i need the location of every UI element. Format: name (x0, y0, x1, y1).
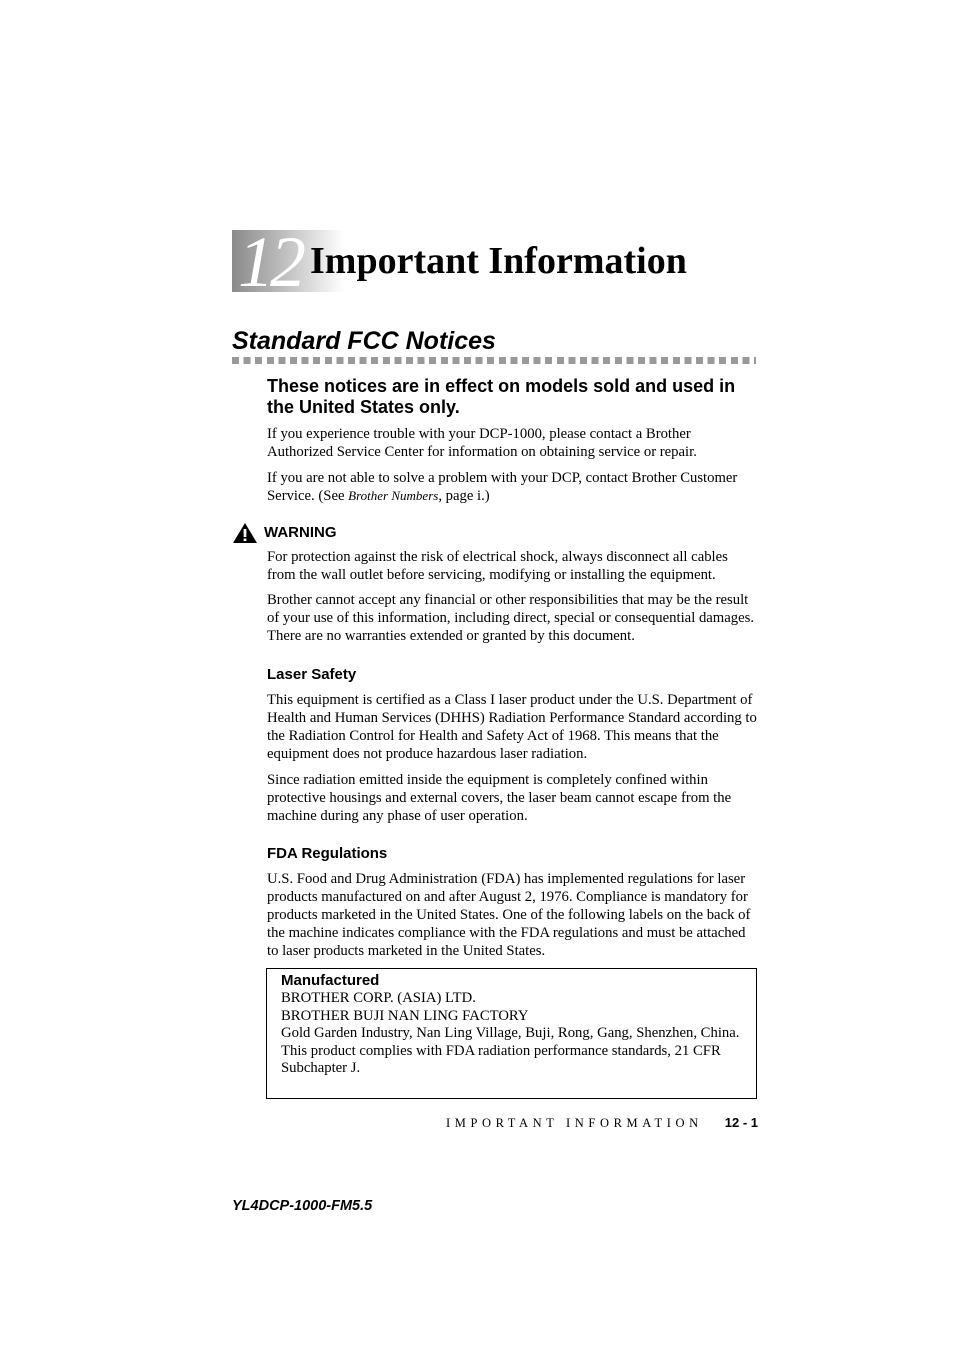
label-box-line-3: Gold Garden Industry, Nan Ling Village, Buji, Rong, Gang, Shenzhen, China. (281, 1025, 740, 1042)
laser-safety-block (267, 666, 759, 825)
laser-safety-heading: Laser Safety (267, 666, 357, 683)
warning-header (232, 522, 337, 544)
label-box-line-2: BROTHER BUJI NAN LING FACTORY (281, 1007, 529, 1024)
label-box-title: Manufactured (281, 972, 380, 989)
laser-safety-paragraph-1: This equipment is certified as a Class I laser product under the U.S. Department of Health and Human Services (DHHS) Radiation Performance Standard according to the Radiation Control for Health and Safety Act of 1968. This means that the equipment does not produce hazardous laser radiation. (267, 692, 757, 762)
notice-heading: These notices are in effect on models sold and used in the United States only. (267, 376, 736, 417)
chapter-number: 12 (238, 222, 302, 302)
warning-label: WARNING (264, 524, 337, 541)
page-number: 12 - 1 (724, 1115, 758, 1130)
footer-running-title: IMPORTANT INFORMATION (445, 1116, 703, 1130)
notice-paragraph-2-suffix: , page i.) (438, 488, 490, 504)
fda-heading: FDA Regulations (267, 845, 388, 862)
label-box-line-4: This product complies with FDA radiation performance standards, 21 CFR Subchapter J. (281, 1042, 721, 1077)
label-box-line-1: BROTHER CORP. (ASIA) LTD. (281, 990, 476, 1006)
fda-label-box (266, 968, 757, 1099)
section-title: Standard FCC Notices (232, 327, 496, 355)
document-code: YL4DCP-1000-FM5.5 (232, 1198, 373, 1214)
notice-paragraph-2 (267, 469, 759, 505)
warning-paragraph-1: For protection against the risk of electrical shock, always disconnect all cables from the wall outlet before servicing, modifying or installing the equipment. (267, 549, 728, 583)
brother-numbers-reference[interactable]: Brother Numbers (348, 488, 439, 503)
notice-paragraph-2-text: If you are not able to solve a problem with your DCP, contact Brother Customer Service. (See (267, 470, 738, 504)
chapter-title: Important Information (310, 240, 687, 282)
running-footer (446, 1115, 758, 1131)
fda-paragraph: U.S. Food and Drug Administration (FDA) has implemented regulations for laser products manufactured on and after August 2, 1976. Compliance is mandatory for products marketed in the United States. One of the following labels on the back of the machine indicates compliance with the FDA regulations and must be attached to laser products marketed in the United States. (267, 871, 751, 959)
warning-block (267, 548, 759, 645)
warning-triangle-icon (232, 522, 258, 544)
section-divider (232, 357, 756, 364)
warning-paragraph-2: Brother cannot accept any financial or other responsibilities that may be the result of your use of this information, including direct, special or consequential damages. There are no warranties extended or granted by this document. (267, 592, 755, 644)
notice-block (267, 376, 759, 505)
notice-paragraph-1: If you experience trouble with your DCP-1000, please contact a Brother Authorized Service Center for information on obtaining service or repair. (267, 426, 697, 460)
laser-safety-paragraph-2: Since radiation emitted inside the equipment is completely confined within protective housings and external covers, the laser beam cannot escape from the machine during any phase of user operation. (267, 772, 732, 824)
fda-block (267, 845, 759, 960)
